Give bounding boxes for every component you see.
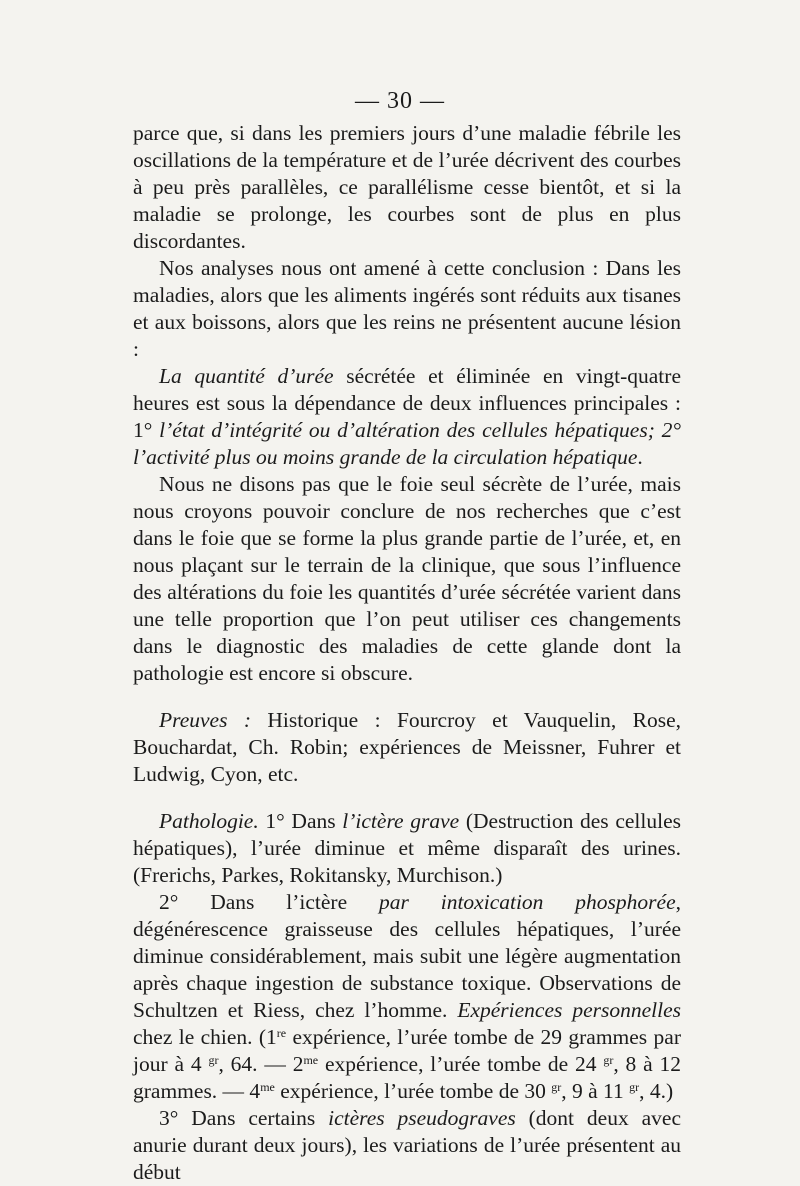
page-number: — 30 — <box>355 88 445 114</box>
superscript: gr <box>603 1053 614 1067</box>
paragraph-4: Nous ne disons pas que le foie seul sécrète de l’urée, mais nous croyons pouvoir conclure de nos recherches que c’est dans le foie que se forme la plus grande partie de l’urée, et, en nous plaçant sur le terrain de la clinique, que sous l’influence des altérations du foie les quantités d’urée sécrétée varient dans une telle proportion que l’on peut utiliser ces changements dans le diagnostic des maladies de cette glande dont la pathologie est encore si obscure. <box>133 472 681 685</box>
superscript: gr <box>208 1053 219 1067</box>
body-text <box>133 120 681 1186</box>
text-run: , 8 à 12 grammes. — 4 <box>133 1052 681 1103</box>
italic-heading: Pathologie. <box>159 809 259 833</box>
text-run: expérience, l’urée tombe de 29 grammes par jour à 4 <box>133 1025 681 1076</box>
paragraph-3 <box>133 363 681 471</box>
italic-phrase: La quantité d’urée <box>159 364 334 388</box>
italic-phrase: ictères pseudograves <box>328 1106 516 1130</box>
text-run: , 64. — 2 <box>218 1052 304 1076</box>
text-run: expérience, l’urée tombe de 24 <box>318 1052 604 1076</box>
text-run: , 4.) <box>639 1079 674 1103</box>
paragraph-pathologie <box>133 808 681 889</box>
italic-heading: Preuves : <box>159 708 252 732</box>
paragraph-1: parce que, si dans les premiers jours d’une maladie fébrile les oscillations de la température et de l’urée décrivent des courbes à peu près parallèles, ce parallélisme cesse bientôt, et si la maladie se prolonge, les courbes sont de plus en plus discordantes. <box>133 121 681 253</box>
italic-phrase: l’état d’intégrité ou d’altération des cellules hépatiques; 2° l’activité plus ou moins grande de la circulation hépatique <box>133 418 681 469</box>
text-run: sécrétée et éliminée en vingt-quatre heures est sous la dépendance de deux influences principales : 1° <box>133 364 681 442</box>
superscript: me <box>303 1053 319 1067</box>
text-run: 1° Dans <box>258 809 343 833</box>
italic-phrase: Expériences personnelles <box>457 998 681 1022</box>
text-run: expérience, l’urée tombe de 30 <box>274 1079 552 1103</box>
text-run: (dont deux avec anurie durant deux jours), les variations de l’urée présentent au début <box>133 1106 681 1184</box>
paragraph-ictere-phosphore <box>133 889 681 1105</box>
text-run: Historique : Fourcroy et Vauquelin, Rose, Bouchardat, Ch. Robin; expériences de Meissner, Fuhrer et Ludwig, Cyon, etc. <box>133 708 681 786</box>
paragraph-2: Nos analyses nous ont amené à cette conclusion : Dans les maladies, alors que les aliments ingérés sont réduits aux tisanes et aux boissons, alors que les reins ne présentent aucune lésion : <box>133 256 681 361</box>
text-run: 2° Dans l’ictère <box>159 890 379 914</box>
text-run: , 9 à 11 <box>561 1079 630 1103</box>
text-run: . <box>637 445 643 469</box>
superscript: gr <box>551 1080 562 1094</box>
superscript: me <box>260 1080 275 1094</box>
paragraph-preuves <box>133 707 681 788</box>
paragraph-ictere-pseudograve <box>133 1105 681 1186</box>
text-run: , dégénérescence graisseuse des cellules hépatiques, l’urée diminue considérablement, mais subit une légère augmentation après chaque ingestion de substance toxique. Observations de Schultzen et Riess, chez l’homme. <box>133 890 681 1022</box>
superscript: gr <box>629 1080 640 1094</box>
italic-phrase: l’ictère grave <box>342 809 460 833</box>
superscript: re <box>276 1026 287 1040</box>
italic-phrase: par intoxication phosphorée <box>379 890 676 914</box>
text-run: 3° Dans certains <box>159 1106 329 1130</box>
text-run: chez le chien. (1 <box>133 1025 277 1049</box>
text-run: (Destruction des cellules hépatiques), l’urée diminue et même disparaît des urines. (Frerichs, Parkes, Rokitansky, Murchison.) <box>133 809 681 887</box>
